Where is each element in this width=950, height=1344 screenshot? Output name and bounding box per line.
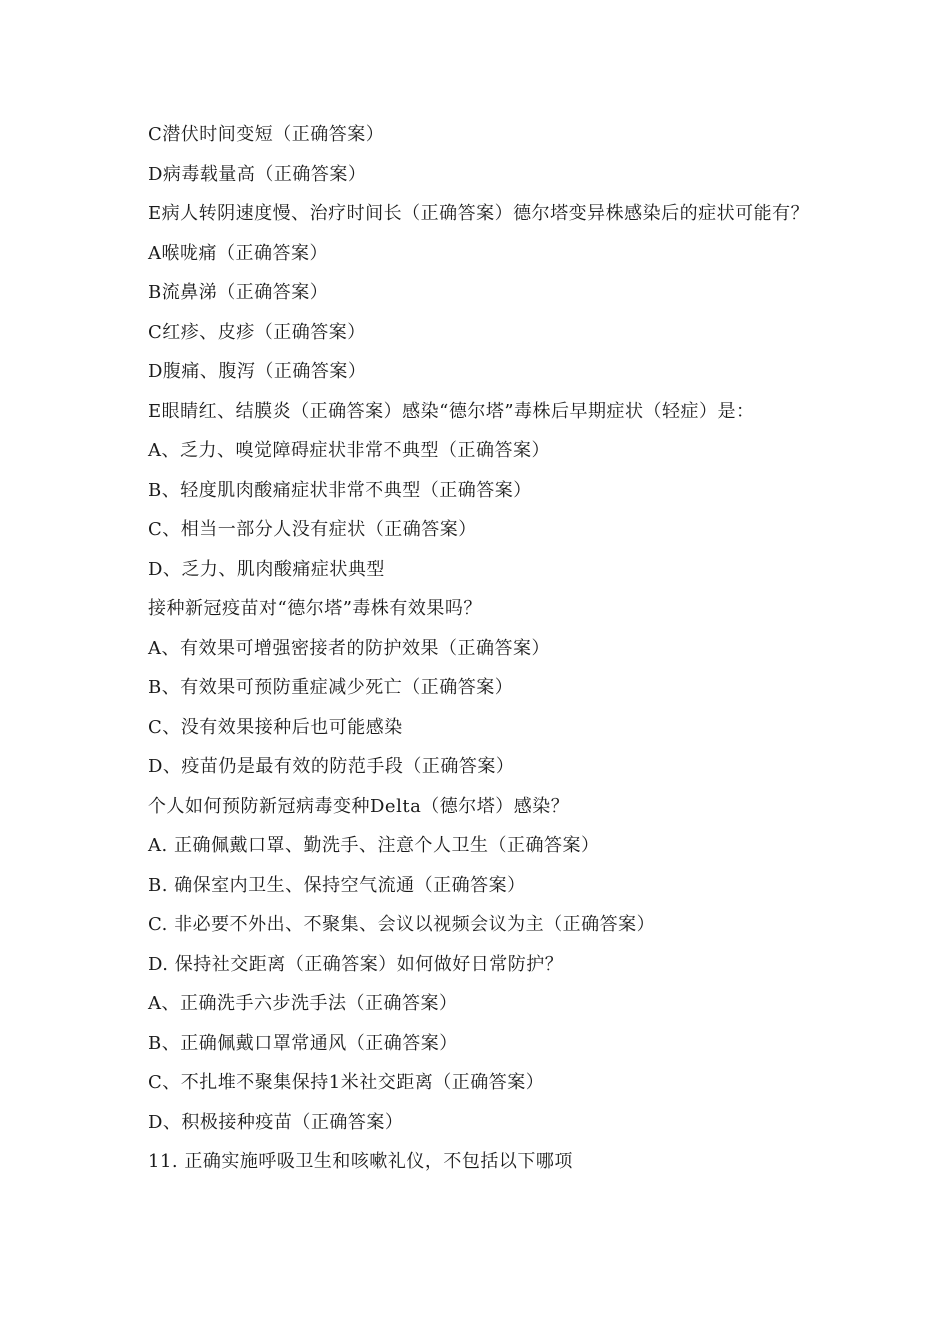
answer-option-line: D腹痛、腹泻（正确答案） (148, 361, 367, 382)
question-line: 接种新冠疫苗对“德尔塔”毒株有效果吗？ (148, 598, 482, 619)
answer-option-line: D、乏力、肌肉酸痛症状典型 (148, 558, 385, 580)
answer-option-line: C红疹、皮疹（正确答案） (148, 321, 366, 343)
answer-option-line: D、疫苗仍是最有效的防范手段（正确答案） (148, 756, 515, 777)
answer-option-line: B、轻度肌肉酸痛症状非常不典型（正确答案） (148, 479, 532, 501)
answer-and-question-line: D. 保持社交距离（正确答案）如何做好日常防护？ (148, 953, 564, 975)
document-body (148, 115, 838, 1182)
answer-option-line: D病毒载量高（正确答案） (148, 163, 367, 185)
answer-option-line: C潜伏时间变短（正确答案） (148, 124, 385, 145)
answer-option-line: C. 非必要不外出、不聚集、会议以视频会议为主（正确答案） (148, 914, 656, 935)
question-line: 个人如何预防新冠病毒变种Delta（德尔塔）感染？ (148, 795, 570, 817)
answer-option-line: A. 正确佩戴口罩、勤洗手、注意个人卫生（正确答案） (148, 835, 600, 856)
answer-and-question-line: E眼睛红、结膜炎（正确答案）感染“德尔塔”毒株后早期症状（轻症）是： (148, 400, 755, 422)
answer-option-line: A、正确洗手六步洗手法（正确答案） (148, 993, 458, 1014)
answer-option-line: B、有效果可预防重症减少死亡（正确答案） (148, 677, 514, 698)
answer-option-line: B. 确保室内卫生、保持空气流通（正确答案） (148, 874, 526, 896)
question-line: 11. 正确实施呼吸卫生和咳嗽礼仪，不包括以下哪项 (148, 1151, 573, 1172)
answer-option-line: A、有效果可增强密接者的防护效果（正确答案） (148, 637, 550, 659)
answer-option-line: A喉咙痛（正确答案） (148, 242, 328, 264)
answer-option-line: C、相当一部分人没有症状（正确答案） (148, 519, 477, 540)
answer-option-line: C、没有效果接种后也可能感染 (148, 716, 403, 738)
answer-option-line: A、乏力、嗅觉障碍症状非常不典型（正确答案） (148, 440, 550, 461)
answer-option-line: D、积极接种疫苗（正确答案） (148, 1111, 404, 1133)
answer-and-question-line: E病人转阴速度慢、治疗时间长（正确答案）德尔塔变异株感染后的症状可能有？ (148, 203, 810, 224)
answer-option-line: B、正确佩戴口罩常通风（正确答案） (148, 1032, 458, 1054)
answer-option-line: C、不扎堆不聚集保持1米社交距离（正确答案） (148, 1072, 545, 1093)
answer-option-line: B流鼻涕（正确答案） (148, 282, 329, 303)
